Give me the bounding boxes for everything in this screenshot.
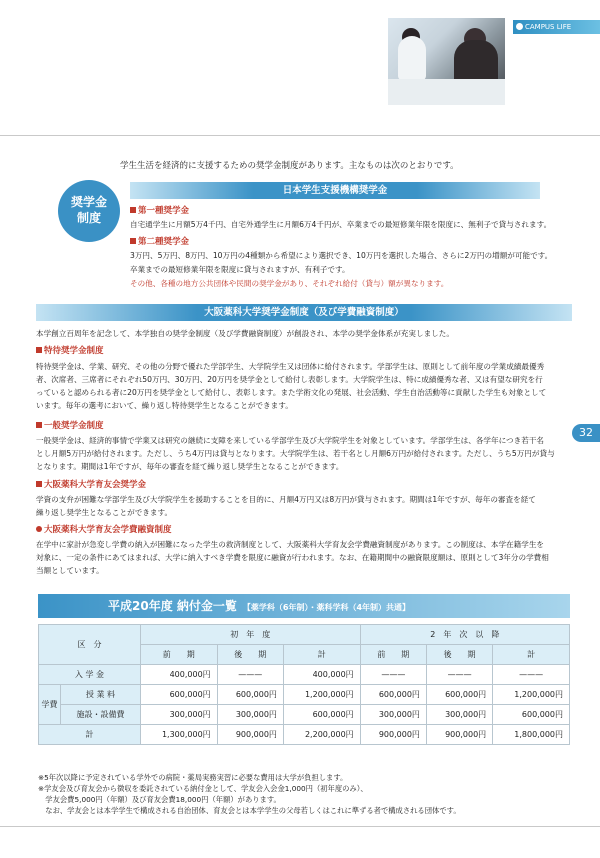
ippan-heading bbox=[36, 420, 104, 433]
row-label: 授 業 料 bbox=[61, 685, 141, 705]
row-label: 入 学 金 bbox=[39, 665, 141, 685]
tokutai-heading-text: 特待奨学金制度 bbox=[44, 346, 104, 356]
type1-heading bbox=[130, 205, 189, 218]
cell: 300,000円 bbox=[360, 705, 426, 725]
type2-text2: 卒業までの最短修業年限を限度に貸与されますが、有利子です。 bbox=[130, 265, 350, 274]
fee-note: ※5年次以降に予定されている学外での病院・薬局実務実習に必要な費用は大学が負担します。 bbox=[38, 773, 348, 782]
ikuyu-text bbox=[36, 493, 536, 519]
col-kouki: 後 期 bbox=[217, 645, 283, 665]
intro-text: 学生生活を経済的に支援するための奨学金制度があります。主なものは次のとおりです。 bbox=[120, 161, 459, 171]
cell: 600,000円 bbox=[493, 705, 570, 725]
cell: 600,000円 bbox=[360, 685, 426, 705]
cell: 600,000円 bbox=[283, 705, 360, 725]
osaka-title: 大阪薬科大学奨学金制度（及び学費融資制度） bbox=[36, 304, 572, 321]
text-line: います。毎年の選考において、繰り返し特待奨学生となることができます。 bbox=[36, 401, 293, 410]
cell: 2,200,000円 bbox=[283, 725, 360, 745]
cell: 1,800,000円 bbox=[493, 725, 570, 745]
text-line: とし月額5万円が給付されます。ただし、うち4万円は貸与となります。大学院学生は、若干名とし月額6万円が給付されます。ただし、うち5万円が貸与 bbox=[36, 449, 555, 458]
fee-note: ※学友会及び育友会から徴収を委託されている納付金として、学友会入会金1,000円（初年度のみ）、 bbox=[38, 784, 368, 793]
counter bbox=[388, 79, 505, 105]
osaka-intro: 本学創立百周年を記念して、本学独自の奨学金制度（及び学費融資制度）が創設され、本学の奨学金体系が充実しました。 bbox=[36, 329, 454, 338]
ikuyu-heading-text: 大阪薬科大学育友会奨学金 bbox=[44, 480, 147, 490]
text-line: 特待奨学金は、学業、研究、その他の分野で優れた学部学生、大学院学生又は団体に給付されます。学部学生は、原則として前年度の学業成績最優秀 bbox=[36, 362, 545, 371]
cell: 300,000円 bbox=[426, 705, 492, 725]
text-line: 者、次席者、三席者にそれぞれ50万円、30万円、20万円を奨学金として給付し表彰します。大学院学生は、特に成績優秀な者、又は有望な研究を行 bbox=[36, 375, 543, 384]
badge-line1: 奨学金 bbox=[70, 195, 107, 209]
tokutai-text bbox=[36, 360, 546, 412]
cell: 600,000円 bbox=[426, 685, 492, 705]
cell: 1,200,000円 bbox=[493, 685, 570, 705]
col-total: 計 bbox=[283, 645, 360, 665]
cell: 1,300,000円 bbox=[140, 725, 217, 745]
badge-line2: 制度 bbox=[76, 211, 101, 225]
top-divider bbox=[0, 135, 600, 136]
text-line: 一般奨学金は、経済的事情で学業又は研究の継続に支障を来している学部学生及び大学院学生を対象としています。学部学生は、各学年につき若干名 bbox=[36, 436, 545, 445]
cell: 400,000円 bbox=[140, 665, 217, 685]
cell: 300,000円 bbox=[140, 705, 217, 725]
text-line: 在学中に家計が急変し学費の納入が困難になった学生の救済制度として、大阪薬科大学育友会学費融資制度があります。この制度は、本学在籍学生を bbox=[36, 540, 545, 549]
other-note: その他、各種の地方公共団体や民間の奨学金があり、それぞれ給付（貸与）額が異なります。 bbox=[130, 279, 449, 288]
ippan-text bbox=[36, 434, 555, 473]
type2-text1: 3万円、5万円、8万円、10万円の4種類から希望により選択でき、10万円を選択した場合、さらに2万円の増額が可能です。 bbox=[130, 251, 553, 260]
table-row bbox=[39, 665, 570, 685]
cell: 600,000円 bbox=[217, 685, 283, 705]
cell: 300,000円 bbox=[217, 705, 283, 725]
type1-heading-text: 第一種奨学金 bbox=[138, 206, 190, 216]
table-row bbox=[39, 725, 570, 745]
fee-note: 学友会費5,000円（年額）及び育友会費18,000円（年額）があります。 bbox=[38, 795, 281, 804]
fee-note: なお、学友会とは本学学生で構成される自治団体、育友会とは本学学生の父母若しくはこれに準ずる者で構成される団体です。 bbox=[38, 806, 461, 815]
cell: 900,000円 bbox=[426, 725, 492, 745]
col-total: 計 bbox=[493, 645, 570, 665]
jasso-title: 日本学生支援機構奨学金 bbox=[130, 182, 540, 199]
scholarship-badge bbox=[58, 180, 120, 242]
col-year2: 2 年 次 以 降 bbox=[360, 625, 569, 645]
text-line: 当額としています。 bbox=[36, 566, 104, 575]
ippan-heading-text: 一般奨学金制度 bbox=[44, 421, 104, 431]
ikuyu-heading bbox=[36, 479, 146, 492]
col-year1: 初 年 度 bbox=[140, 625, 360, 645]
col-zenki: 前 期 bbox=[140, 645, 217, 665]
cell: 600,000円 bbox=[140, 685, 217, 705]
cell: 1,200,000円 bbox=[283, 685, 360, 705]
campus-life-label: CAMPUS LIFE bbox=[513, 20, 600, 34]
text-line: となります。期間は1年ですが、毎年の審査を経て繰り返し奨学生となることができます。 bbox=[36, 462, 344, 471]
col-category: 区 分 bbox=[39, 625, 141, 665]
text-line: 対象に、一定の条件にあてはまれば、大学に納入すべき学費を限度に融資が行われます。なお、在籍期間中の融資限度額は、原則として3年分の学費相 bbox=[36, 553, 549, 562]
row-label: 計 bbox=[39, 725, 141, 745]
text-line: 繰り返し奨学生となることができます。 bbox=[36, 508, 173, 517]
type1-text: 自宅通学生に月額5万4千円、自宅外通学生に月額6万4千円が、卒業までの最短修業年限を限度に、無利子で貸与されます。 bbox=[130, 220, 552, 229]
col-kouki: 後 期 bbox=[426, 645, 492, 665]
cell: ——— bbox=[493, 665, 570, 685]
text-line: っていると認められる者に20万円を奨学金として給付し、表彰します。また学術文化の発展、社会活動、学生自治活動等に貢献した学生も対象として bbox=[36, 388, 547, 397]
col-zenki: 前 期 bbox=[360, 645, 426, 665]
type2-heading bbox=[130, 236, 189, 249]
row-label: 施設・設備費 bbox=[61, 705, 141, 725]
loan-heading bbox=[36, 524, 172, 537]
cell: 900,000円 bbox=[360, 725, 426, 745]
cell: ——— bbox=[426, 665, 492, 685]
loan-text bbox=[36, 538, 549, 577]
fees-title: 平成20年度 納付金一覧 bbox=[108, 599, 237, 613]
fees-subtitle: 【薬学科（6年制）・薬科学科（4年制）共通】 bbox=[242, 603, 411, 612]
cell: ——— bbox=[217, 665, 283, 685]
cell: 900,000円 bbox=[217, 725, 283, 745]
loan-heading-text: 大阪薬科大学育友会学費融資制度 bbox=[44, 525, 172, 535]
type2-heading-text: 第二種奨学金 bbox=[138, 237, 190, 247]
cell: ——— bbox=[360, 665, 426, 685]
fees-table bbox=[38, 624, 570, 745]
text-line: 学資の支弁が困難な学部学生及び大学院学生を援助することを目的に、月額4万円又は8万円が貸与されます。期間は1年ですが、毎年の審査を経て bbox=[36, 495, 536, 504]
page-number: 32 bbox=[572, 424, 600, 442]
cell: 400,000円 bbox=[283, 665, 360, 685]
fees-title-bar bbox=[38, 594, 570, 618]
bottom-divider bbox=[0, 826, 600, 827]
gakuhi-label: 学費 bbox=[39, 685, 61, 725]
staff-body bbox=[398, 36, 426, 80]
header-photo bbox=[388, 18, 505, 105]
tokutai-heading bbox=[36, 345, 104, 358]
table-row bbox=[39, 705, 570, 725]
table-row bbox=[39, 685, 570, 705]
